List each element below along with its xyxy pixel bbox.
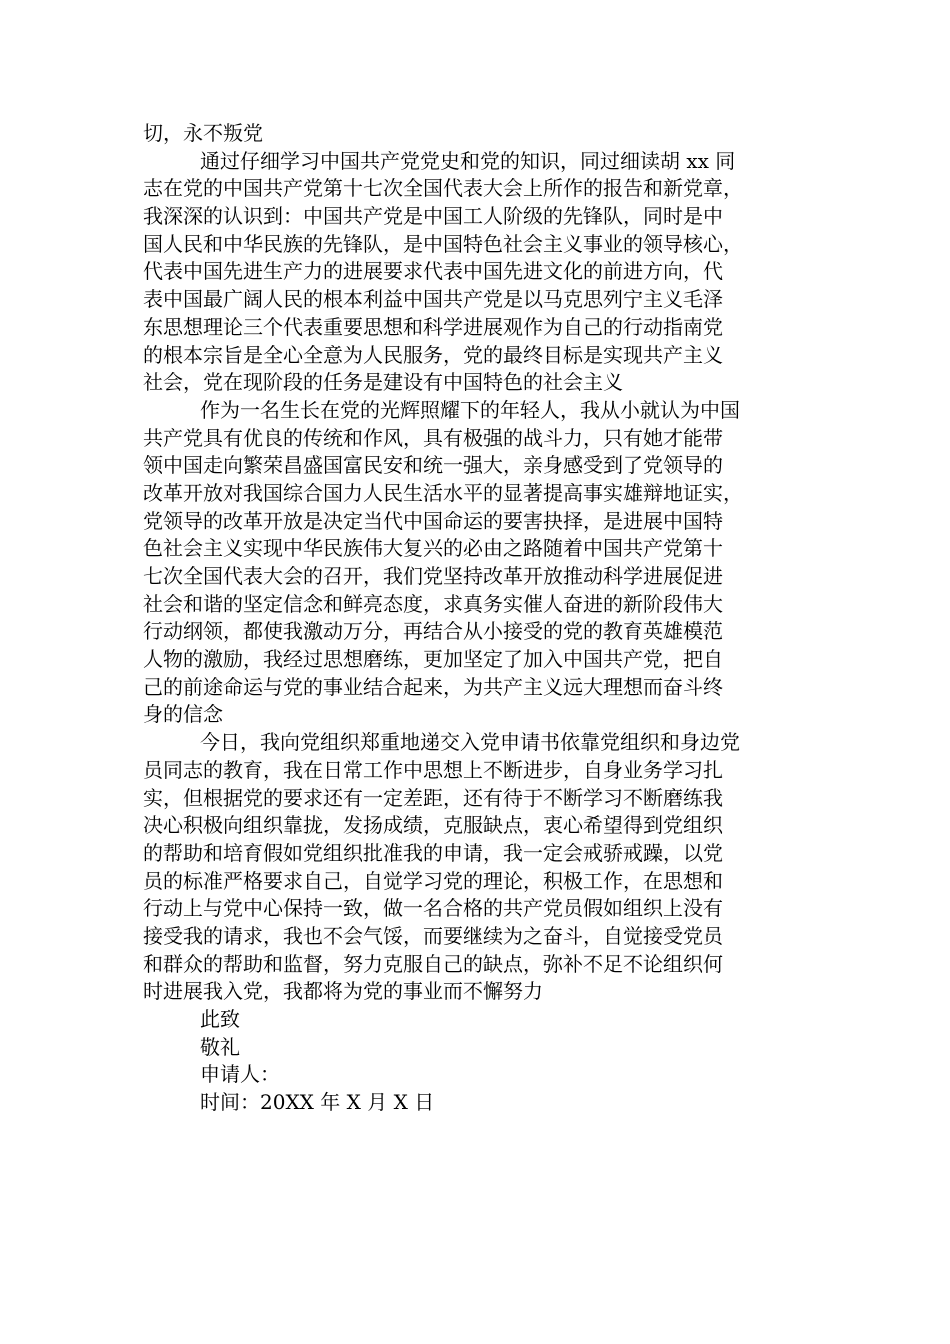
paragraph-2	[143, 148, 833, 397]
text-line: 色社会主义实现中华民族伟大复兴的必由之路随着中国共产党第十	[143, 536, 723, 561]
text-line: 七次全国代表大会的召开，我们党坚持改革开放推动科学进展促进	[143, 564, 723, 588]
text-line: 共产党具有优良的传统和作风，具有极强的战斗力，只有她才能带	[143, 425, 723, 450]
text-line: 改革开放对我国综合国力人民生活水平的显著提高事实雄辩地证实，	[143, 480, 743, 505]
text-line: 身的信念	[143, 702, 223, 727]
text-line: 通过仔细学习中国共产党党史和党的知识，同过细读胡 xx 同	[200, 148, 736, 173]
text-line: 实，但根据党的要求还有一定差距，还有待于不断学习不断磨练我	[143, 785, 723, 810]
text-line: 员的标准严格要求自己，自觉学习党的理论，积极工作，在思想和	[143, 868, 723, 893]
text-line: 的帮助和培育假如党组织批准我的申请，我一定会戒骄戒躁，以党	[143, 840, 723, 865]
text-line: 行动纲领，都使我激动万分，再结合从小接受的党的教育英雄模范	[143, 619, 723, 644]
closing-block	[143, 1006, 833, 1117]
salutation-cizhi: 此致	[200, 1007, 240, 1031]
paragraph-1	[143, 120, 833, 148]
text-line: 社会，党在现阶段的任务是建设有中国特色的社会主义	[143, 370, 623, 395]
text-line: 国人民和中华民族的先锋队，是中国特色社会主义事业的领导核心，	[143, 231, 743, 256]
text-line: 切，永不叛党	[143, 121, 263, 145]
text-line: 东思想理论三个代表重要思想和科学进展观作为自己的行动指南党	[143, 314, 723, 339]
text-line: 社会和谐的坚定信念和鲜亮态度，求真务实催人奋进的新阶段伟大	[143, 591, 723, 616]
text-line: 的根本宗旨是全心全意为人民服务，党的最终目标是实现共产主义	[143, 342, 723, 367]
paragraph-3	[143, 397, 833, 729]
text-line: 决心积极向组织靠拢，发扬成绩，克服缺点，衷心希望得到党组织	[143, 813, 723, 838]
text-line: 接受我的请求，我也不会气馁，而要继续为之奋斗，自觉接受党员	[143, 923, 723, 948]
text-line: 今日，我向党组织郑重地递交入党申请书依靠党组织和身边党	[200, 730, 740, 755]
text-line: 领中国走向繁荣昌盛国富民安和统一强大，亲身感受到了党领导的	[143, 453, 723, 478]
date-line: 时间：20XX 年 X 月 X 日	[200, 1090, 435, 1115]
text-line: 作为一名生长在党的光辉照耀下的年轻人，我从小就认为中国	[200, 397, 740, 422]
text-line: 党领导的改革开放是决定当代中国命运的要害抉择，是进展中国特	[143, 508, 723, 533]
text-line: 己的前途命运与党的事业结合起来，为共产主义远大理想而奋斗终	[143, 674, 723, 699]
text-line: 表中国最广阔人民的根本利益中国共产党是以马克思列宁主义毛泽	[143, 287, 723, 312]
applicant-label: 申请人：	[200, 1062, 280, 1087]
text-line: 员同志的教育，我在日常工作中思想上不断进步，自身业务学习扎	[143, 757, 723, 782]
salutation-jingli: 敬礼	[200, 1034, 240, 1059]
text-line: 我深深的认识到：中国共产党是中国工人阶级的先锋队，同时是中	[143, 204, 723, 229]
paragraph-4	[143, 729, 833, 1006]
document-page	[143, 120, 833, 1117]
text-line: 行动上与党中心保持一致，做一名合格的共产党员假如组织上没有	[143, 896, 723, 921]
text-line: 和群众的帮助和监督，努力克服自己的缺点，弥补不足不论组织何	[143, 951, 723, 976]
text-line: 人物的激励，我经过思想磨练，更加坚定了加入中国共产党，把自	[143, 647, 723, 672]
text-line: 志在党的中国共产党第十七次全国代表大会上所作的报告和新党章，	[143, 176, 743, 201]
text-line: 时进展我入党，我都将为党的事业而不懈努力	[143, 979, 543, 1004]
text-line: 代表中国先进生产力的进展要求代表中国先进文化的前进方向，代	[143, 259, 723, 284]
